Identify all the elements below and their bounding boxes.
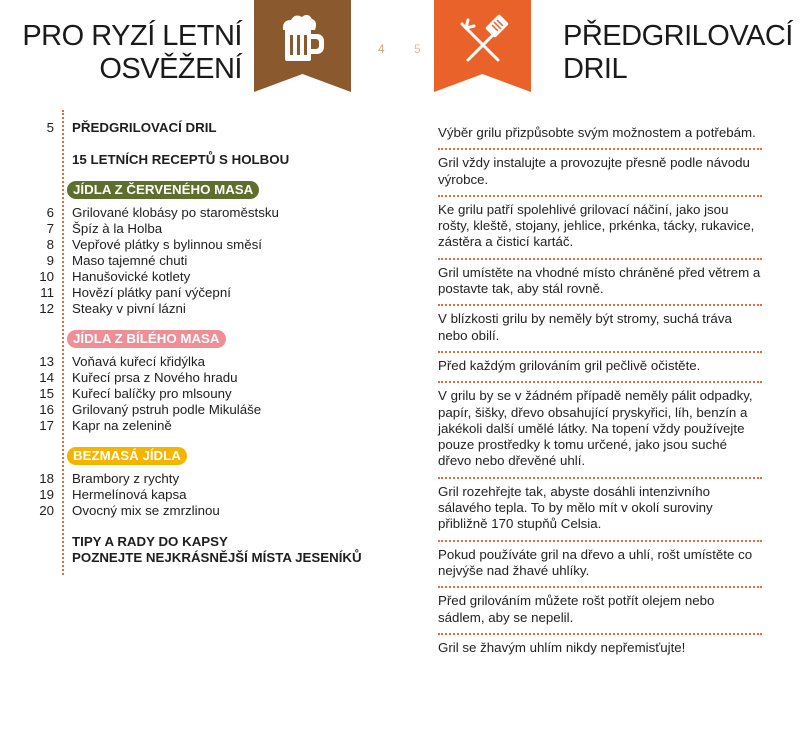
right-page-title	[563, 20, 793, 86]
tip-item: V blízkosti grilu by neměly být stromy, suchá tráva nebo obilí.	[438, 306, 762, 353]
right-title-line1: PŘEDGRILOVACÍ	[563, 20, 793, 52]
toc-entry: Vepřové plátky s bylinnou směsí	[72, 237, 262, 252]
toc-entry: Špíz à la Holba	[72, 221, 163, 236]
toc-page-number: 19	[39, 487, 54, 502]
beer-mug-icon	[254, 0, 351, 92]
toc-page-number: 8	[46, 237, 54, 252]
left-title-line2: OSVĚŽENÍ	[99, 53, 242, 85]
toc-page-number: 17	[39, 418, 54, 433]
category-red-meat[interactable]: JÍDLA Z ČERVENÉHO MASA	[67, 181, 259, 199]
left-page-title	[22, 20, 242, 86]
toc-page-number: 12	[39, 301, 54, 316]
toc-page-number: 15	[39, 386, 54, 401]
tip-item: Před grilováním můžete rošt potřít olejem nebo sádlem, aby se nepelil.	[438, 588, 762, 635]
toc-entry: PŘEDGRILOVACÍ DRIL	[72, 120, 217, 135]
tip-item: Výběr grilu přizpůsobte svým možnostem a potřebám.	[438, 120, 762, 150]
toc-page-number: 18	[39, 471, 54, 486]
toc-page-number: 6	[46, 205, 54, 220]
toc-page-number: 13	[39, 354, 54, 369]
right-title-line2: DRIL	[563, 53, 628, 85]
beer-banner	[254, 0, 351, 92]
toc-page-number: 10	[39, 269, 54, 284]
toc-entry: Hanušovické kotlety	[72, 269, 191, 284]
tip-item: Před každým grilováním gril pečlivě očistěte.	[438, 353, 762, 383]
toc-divider	[62, 110, 64, 575]
toc-entry: Voňavá kuřecí křidýlka	[72, 354, 206, 369]
toc-page-number: 20	[39, 503, 54, 518]
toc-entry: Maso tajemné chuti	[72, 253, 188, 268]
left-title-line1: PRO RYZÍ LETNÍ	[22, 20, 242, 52]
toc-page-number: 11	[40, 285, 54, 300]
toc-entry: Grilovaný pstruh podle Mikuláše	[72, 402, 262, 417]
toc-entry: Ovocný mix se zmrzlinou	[72, 503, 220, 518]
category-white-meat[interactable]: JÍDLA Z BÍLÉHO MASA	[67, 330, 226, 348]
toc-page-number: 5	[46, 120, 54, 135]
tips-list	[438, 120, 762, 663]
toc-page-number: 9	[46, 253, 54, 268]
tip-item: V grilu by se v žádném případě neměly pálit odpadky, papír, šišky, dřevo obsahující pryskyřici, líh, benzín a jakékoli další umělé látky. Na topení vždy používejte pouze prostředky k tomu určené, jako jsou suché dřevo nebo dřevěné uhlí.	[438, 383, 762, 478]
grill-banner	[434, 0, 531, 92]
toc-page-number: 14	[39, 370, 54, 385]
toc-entry: Kuřecí prsa z Nového hradu	[72, 370, 238, 385]
toc-entry: Hermelínová kapsa	[72, 487, 187, 502]
toc-entry: Kuřecí balíčky pro mlsouny	[72, 386, 232, 401]
toc-entry: Kapr na zelenině	[72, 418, 172, 433]
tip-item: Pokud používáte gril na dřevo a uhlí, rošt umístěte co nejvýše nad žhavé uhlíky.	[438, 542, 762, 589]
toc-entry: POZNEJTE NEJKRÁSNĚJŠÍ MÍSTA JESENÍKŮ	[72, 550, 362, 565]
toc-entry: Hovězí plátky paní výčepní	[72, 285, 231, 300]
toc-page-number: 16	[39, 402, 54, 417]
right-page-number: 5	[414, 42, 421, 56]
toc-entry: 15 LETNÍCH RECEPTŮ S HOLBOU	[72, 152, 290, 167]
tip-item: Gril umístěte na vhodné místo chráněné před větrem a postavte tak, aby stál rovně.	[438, 260, 762, 307]
toc-page-number: 7	[46, 221, 54, 236]
toc-entry: Grilované klobásy po staroměstsku	[72, 205, 279, 220]
tip-item: Gril vždy instalujte a provozujte přesně podle návodu výrobce.	[438, 150, 762, 197]
left-page-number: 4	[378, 42, 385, 56]
tip-item: Ke grilu patří spolehlivé grilovací náčiní, jako jsou rošty, kleště, stojany, jehlice, prkénka, tácky, rukavice, zástěra a čisticí kartáč.	[438, 197, 762, 260]
toc-entry: Steaky v pivní lázni	[72, 301, 186, 316]
toc-entry: Brambory z rychty	[72, 471, 180, 486]
toc-entry: TIPY A RADY DO KAPSY	[72, 534, 228, 549]
tip-item: Gril se žhavým uhlím nikdy nepřemisťujte!	[438, 639, 686, 655]
tip-item: Gril rozehřejte tak, abyste dosáhli intenzivního sálavého tepla. To by mělo mít v okolí suroviny přibližně 170 stupňů Celsia.	[438, 479, 762, 542]
category-meatless[interactable]: BEZMASÁ JÍDLA	[67, 447, 187, 465]
grill-tools-icon	[434, 0, 531, 92]
